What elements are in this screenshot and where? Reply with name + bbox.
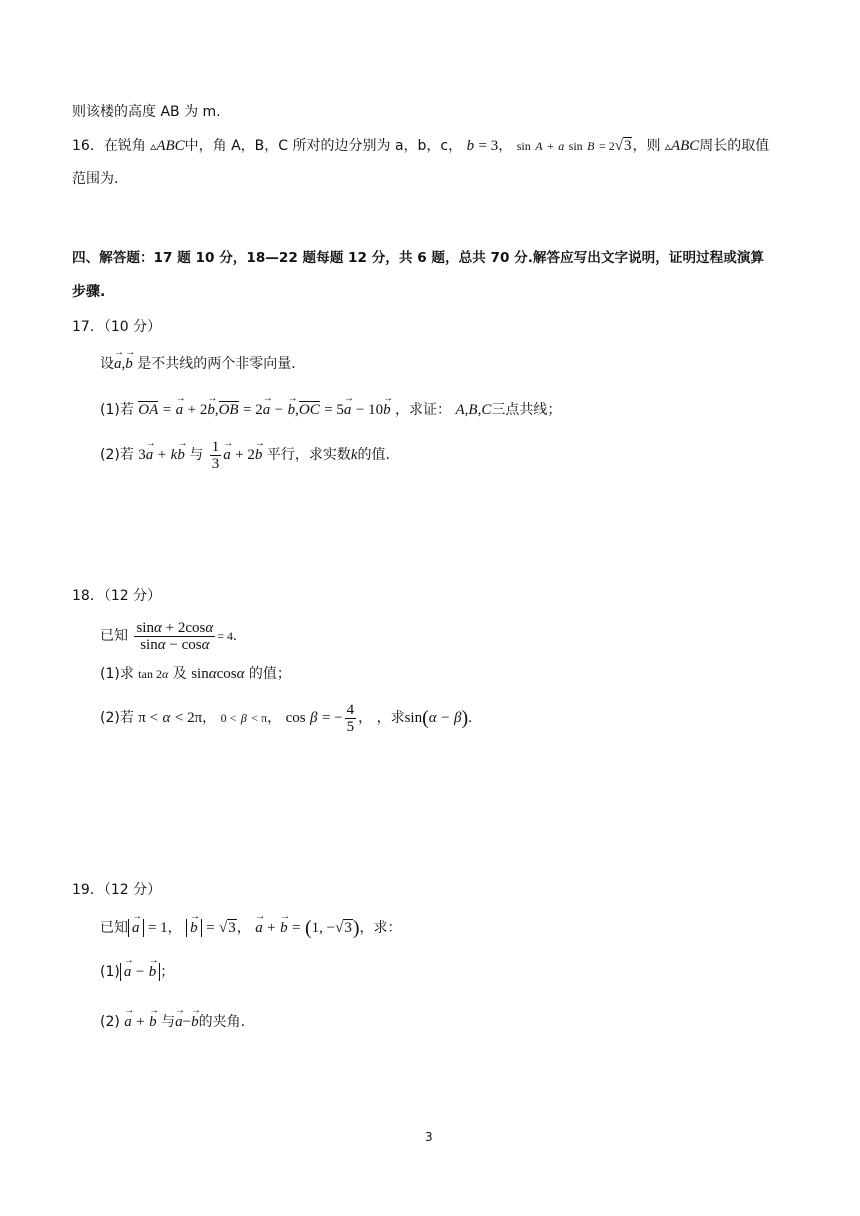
q17-part1-label: (1)若 bbox=[100, 402, 134, 418]
q17-part2: (2)若 3→ a + k→ b 与 $\frac{1}{3}$ → a + 2→ b 平行，求实数k的值. bbox=[100, 438, 390, 472]
q19-part2: (2) → a + → b 与→ a−→ b的夹角. bbox=[100, 1012, 245, 1032]
q17-text: 与 bbox=[189, 447, 204, 463]
q17-text: 平行，求实数 bbox=[266, 447, 351, 463]
q16-number: 16． bbox=[72, 138, 104, 154]
q15-tail-line: 则该楼的高度 AB 为 m. bbox=[72, 104, 221, 120]
q19-part2-label: (2) bbox=[100, 1014, 120, 1030]
q16-text: ，则 bbox=[632, 138, 661, 154]
q18-text: ，求 bbox=[376, 710, 405, 726]
q16-line2: 范围为. bbox=[72, 171, 119, 187]
q19-text: 的夹角. bbox=[198, 1014, 246, 1030]
q18-text: 及 bbox=[172, 666, 187, 682]
q16-text: 在锐角 bbox=[103, 138, 146, 154]
q19-text: 与 bbox=[161, 1014, 176, 1030]
q17-text: 三点共线； bbox=[491, 402, 562, 418]
triangle-icon: ▵ bbox=[664, 139, 671, 153]
q19-header: 19．（12 分） bbox=[72, 882, 162, 898]
q16-text: 周长的取值 bbox=[699, 138, 770, 154]
q19-text: 已知 bbox=[100, 920, 128, 936]
q17-text: 是不共线的两个非零向量. bbox=[137, 356, 296, 372]
q17-header: 17．（10 分） bbox=[72, 319, 162, 335]
q18-text: 的值； bbox=[248, 666, 291, 682]
q17-text: 设 bbox=[100, 356, 114, 372]
q17-intro: 设→ a,→ b 是不共线的两个非零向量. bbox=[100, 354, 296, 374]
q18-text: 已知 bbox=[100, 628, 128, 644]
q19-part1-label: (1) bbox=[100, 964, 120, 980]
q19-given: 已知→ a = 1， → b = √3， → a + → b = (1, −√3)，求： bbox=[100, 918, 401, 938]
q18-given: 已知 $\frac{\sin\alpha + 2\cos\alpha}{\sin\alpha - \cos\alpha}$ = 4. bbox=[100, 619, 237, 653]
q16-text: 中，角 A，B，C 所对的边分别为 a，b，c， bbox=[184, 138, 463, 154]
q18-header: 18．（12 分） bbox=[72, 588, 162, 604]
section-4-heading-cont: 步骤. bbox=[72, 284, 106, 300]
q18-part1-label: (1)求 bbox=[100, 666, 134, 682]
triangle-icon: ▵ bbox=[150, 139, 157, 153]
q18-part1: (1)求 tan 2α 及 sinαcosα 的值； bbox=[100, 666, 291, 682]
q18-part2: (2)若 π < α < 2π， 0 < β < π， cos β = − $\frac{4}{5}$ ， ，求sin(α − β). bbox=[100, 701, 472, 735]
q17-part2-label: (2)若 bbox=[100, 447, 134, 463]
q17-part1: (1)若 OA = → a + 2→ b,OB = 2→ a − → b,OC = 5→ a − 10→ b ，求证： A,B,C三点共线； bbox=[100, 400, 561, 420]
q19-part1: (1)→ a − → b ； bbox=[100, 962, 174, 982]
q18-part2-label: (2)若 bbox=[100, 710, 134, 726]
section-4-heading: 四、解答题：17 题 10 分，18—22 题每题 12 分，共 6 题，总共 70 分.解答应写出文字说明，证明过程或演算 bbox=[72, 250, 765, 266]
q19-text: ，求： bbox=[359, 920, 402, 936]
q17-text: ，求证： bbox=[395, 402, 452, 418]
q16-text: ， bbox=[498, 138, 513, 154]
page-number: 3 bbox=[425, 1130, 433, 1144]
q16-line1: 16．在锐角 ▵ABC中，角 A，B，C 所对的边分别为 a，b，c， b = 3， sin A + a sin B = 2√3，则 ▵ABC周长的取值 bbox=[72, 138, 770, 154]
q17-text: 的值. bbox=[357, 447, 390, 463]
